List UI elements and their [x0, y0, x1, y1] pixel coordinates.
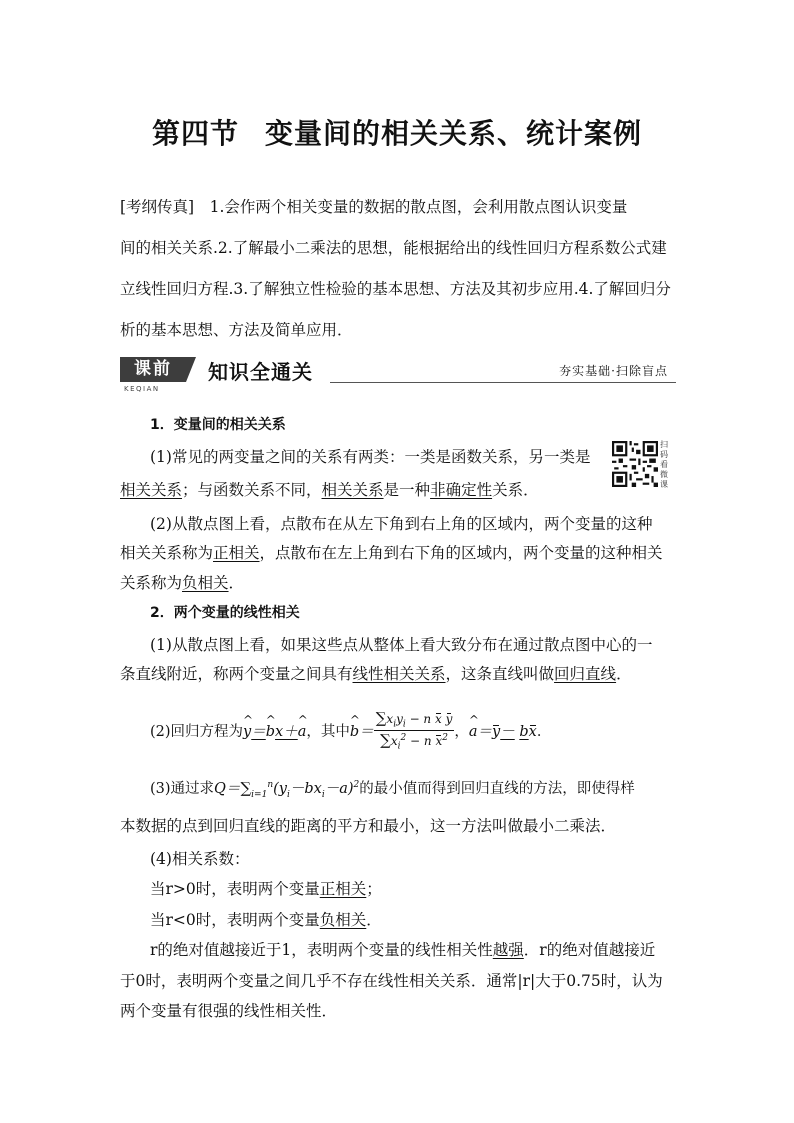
s2-para1-line2: 条直线附近，称两个变量之间具有线性相关关系，这条直线叫做回归直线．	[120, 665, 632, 683]
intro-line-3: 立线性回归方程.3.了解独立性检验的基本思想、方法及其初步应用.4.了解回归分	[120, 280, 671, 298]
banner-rule	[330, 382, 676, 383]
s2-para8: 于0时，表明两个变量之间几乎不存在线性相关关系．通常|r|大于0.75时，认为	[120, 972, 663, 990]
intro-line-2: 间的相关关系.2.了解最小二乘法的思想，能根据给出的线性回归方程系数公式建	[120, 239, 667, 257]
s2-para3-line2: 本数据的点到回归直线的距离的平方和最小，这一方法叫做最小二乘法．	[120, 817, 617, 835]
intro-line-4: 析的基本思想、方法及简单应用．	[120, 321, 353, 339]
banner-tag-sub: KEQIAN	[124, 385, 160, 393]
s2-para3-line1: (3)通过求$Q=\sum_{i=1}^n(y_i-bx_i-a)^2$的最小值而得到回归直线的方法，即使得样	[150, 779, 635, 800]
s2-para6: 当r<0时，表明两个变量负相关．	[150, 911, 382, 929]
qr-label: 扫码看微课	[660, 440, 668, 489]
section-1-heading: 1．变量间的相关关系	[150, 417, 286, 433]
page-title: 第四节 变量间的相关关系、统计案例	[151, 117, 643, 150]
s1-para2-line2: 相关关系称为正相关，点散布在左上角到右下角的区域内，两个变量的这种相关	[120, 544, 663, 562]
s2-para9: 两个变量有很强的线性相关性．	[120, 1002, 338, 1020]
banner-heading: 知识全通关	[208, 360, 313, 384]
banner-right-text: 夯实基础·扫除盲点	[559, 364, 668, 378]
s2-para5: 当r>0时，表明两个变量正相关；	[150, 880, 382, 898]
s1-para1-line1: (1)常见的两变量之间的关系有两类：一类是函数关系，另一类是	[150, 448, 591, 466]
section-banner	[120, 355, 676, 393]
s2-para4: (4)相关系数：	[150, 850, 250, 868]
intro-line-1: [考纲传真] 1.会作两个相关变量的数据的散点图，会利用散点图认识变量	[120, 198, 628, 216]
s1-para2-line3: 关系称为负相关．	[120, 574, 245, 592]
s1-para2-line1: (2)从散点图上看，点散布在从左下角到右上角的区域内，两个变量的这种	[150, 515, 653, 533]
s2-para7: r的绝对值越接近于1，表明两个变量的线性相关性越强．r的绝对值越接近	[150, 941, 656, 959]
banner-tag-tail	[186, 357, 196, 382]
s2-para1-line1: (1)从散点图上看，如果这些点从整体上看大致分布在通过散点图中心的一	[150, 636, 653, 654]
s1-para1-line2: 相关关系；与函数关系不同，相关关系是一种非确定性关系．	[120, 481, 539, 499]
section-2-heading: 2．两个变量的线性相关	[150, 605, 300, 621]
regression-formula: (2)回归方程为 ^ y＝^ bx＋^ a ，其中 ^ b＝ $\frac{\sum x_iy_i - n x y}{\sum x_i^2 - n x^2}$ ， ^ a＝y－ bx ．	[150, 695, 706, 765]
banner-tag: 课前	[120, 357, 186, 382]
